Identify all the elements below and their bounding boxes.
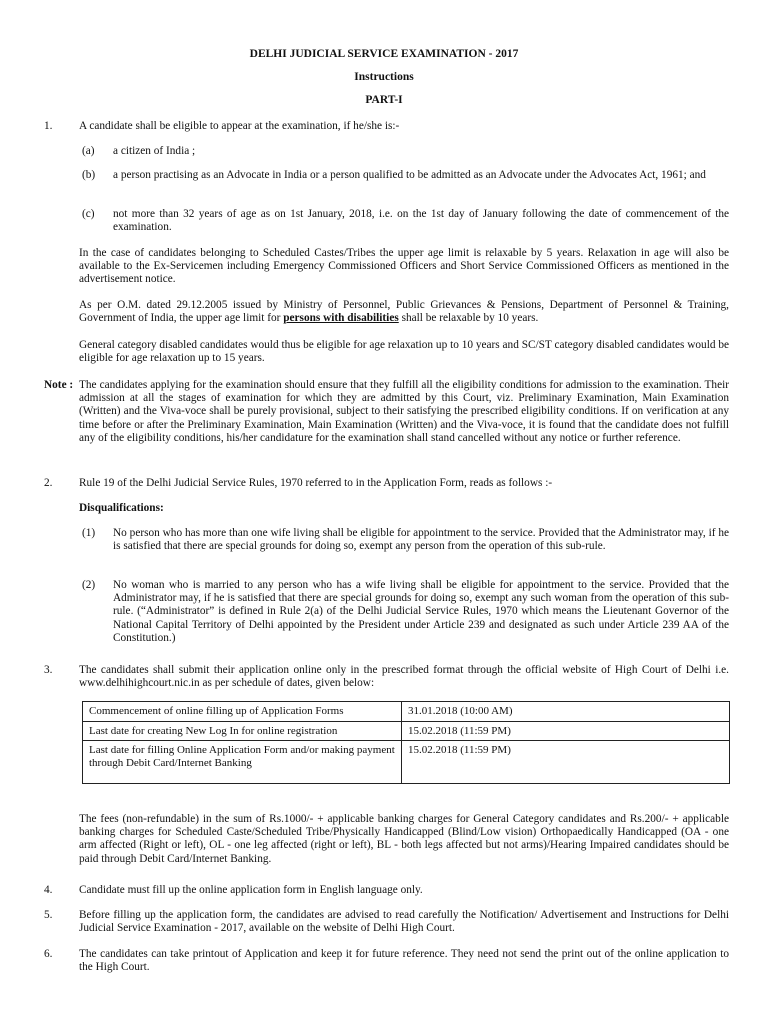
schedule-table [82, 701, 730, 784]
item-1b-text: a person practising as an Advocate in India or a person qualified to be admitted as an Advocate under the Advocates Act, 1961; and [113, 169, 706, 181]
disqualification-1-mark: (1) [82, 527, 96, 539]
schedule-date-cell: 15.02.2018 (11:59 PM) [402, 741, 730, 784]
sc-st-relaxation-paragraph: In the case of candidates belonging to Scheduled Castes/Tribes the upper age limit is relaxable by 5 years. Relaxation in age will also be available to the Ex-Servicemen including Emergency Commissioned Officers and Short Service Commissioned Officers as mentioned in the advertisement notice. [79, 247, 729, 286]
disqualification-2-text: No woman who is married to any person who has a wife living shall be eligible for appointment to the service. Provided that the Administrator may, if he is satisfied that there are special grounds for doing so, exempt any such woman from the operation of this sub-rule. (“Administrator” is defined in Rule 2(a) of the Delhi Judicial Service Rules, 1970 which means the Lieutenant Governor of the National Capital Territory of Delhi appointed by the President under Article 239 and designated as such under Article 239 AA of the Constitution.) [113, 579, 729, 644]
item-1b-mark: (b) [82, 169, 96, 181]
om-paragraph-before: As per O.M. dated 29.12.2005 issued by Ministry of Personnel, Public Grievances & Pensions, Department of Personnel & Training, Government of India, the upper age limit for [79, 299, 729, 325]
disabled-relaxation-paragraph: General category disabled candidates would thus be eligible for age relaxation up to 10 years and SC/ST category disabled candidates would be eligible for age relaxation up to 15 years. [79, 339, 729, 365]
disqualification-1-text: No person who has more than one wife living shall be eligible for appointment to the service. Provided that the Administrator may, if he is satisfied that there are special grounds for doing so, exempt any person from the operation of this sub-rule. [113, 527, 729, 553]
item-1c-text: not more than 32 years of age as on 1st January, 2018, i.e. on the 1st day of January following the date of commencement of the examination. [113, 208, 729, 234]
table-row [83, 702, 730, 722]
item-4-text: Candidate must fill up the online application form in English language only. [79, 884, 423, 896]
fees-paragraph: The fees (non-refundable) in the sum of Rs.1000/- + applicable banking charges for General Category candidates and Rs.200/- + applicable banking charges for Scheduled Caste/Scheduled Tribe/Physically Handicapped (Blind/Low vision) Orthopaedically Handicapped (OA - one arm affected (Right or left), OL - one leg affected (right or left), BL - both legs affected but not arms)/Hearing Impaired candidates should be paid through Debit Card/Internet Banking. [79, 813, 729, 865]
item-4-number: 4. [44, 884, 53, 896]
om-paragraph-after: shall be relaxable by 10 years. [398, 312, 539, 325]
item-2-number: 2. [44, 477, 53, 489]
item-1c-mark: (c) [82, 208, 95, 220]
schedule-event-cell: Last date for creating New Log In for online registration [83, 721, 402, 741]
item-2-text: Rule 19 of the Delhi Judicial Service Rules, 1970 referred to in the Application Form, reads as follows :- [79, 477, 553, 489]
persons-with-disabilities-emphasis: persons with disabilities [283, 312, 399, 325]
table-row [83, 741, 730, 784]
part-heading: PART-I [365, 94, 403, 106]
item-5-number: 5. [44, 909, 53, 921]
schedule-event-cell: Commencement of online filling up of Application Forms [83, 702, 402, 722]
schedule-event-cell: Last date for filling Online Application Form and/or making payment through Debit Card/Internet Banking [83, 741, 402, 784]
note-text: The candidates applying for the examination should ensure that they fulfill all the eligibility conditions for admission to the examination. Their admission at all the stages of examination for which they are admitted by this Court, viz. Preliminary Examination, Main Examination (Written) and the Viva-voce shall be purely provisional, subject to their satisfying the prescribed eligibility conditions. If on verification at any time before or after the Preliminary Examination, Main Examination (Written) and the Viva-voce, it is found that the candidate does not fulfill any of the eligibility conditions, his/her candidature for the examination shall stand cancelled without any notice or further reference. [79, 379, 729, 444]
disqualifications-heading: Disqualifications: [79, 502, 164, 514]
item-3-text: The candidates shall submit their application online only in the prescribed format through the official website of High Court of Delhi i.e. www.delhihighcourt.nic.in as per schedule of dates, given below: [79, 664, 729, 690]
item-1a-mark: (a) [82, 145, 95, 157]
document-title: DELHI JUDICIAL SERVICE EXAMINATION - 2017 [249, 48, 519, 60]
disqualification-2-mark: (2) [82, 579, 96, 591]
table-row [83, 721, 730, 741]
om-paragraph [79, 299, 729, 325]
item-1a-text: a citizen of India ; [113, 145, 196, 157]
item-6-number: 6. [44, 948, 53, 960]
note-label: Note : [44, 379, 74, 391]
item-6-text: The candidates can take printout of Application and keep it for future reference. They need not send the print out of the online application to the High Court. [79, 948, 729, 974]
item-1-number: 1. [44, 120, 53, 132]
document-subtitle: Instructions [354, 71, 414, 83]
schedule-date-cell: 31.01.2018 (10:00 AM) [402, 702, 730, 722]
item-1-lead: A candidate shall be eligible to appear at the examination, if he/she is:- [79, 120, 400, 132]
schedule-date-cell: 15.02.2018 (11:59 PM) [402, 721, 730, 741]
item-5-text: Before filling up the application form, the candidates are advised to read carefully the Notification/ Advertisement and Instructions for Delhi Judicial Service Examination - 2017, available on the website of Delhi High Court. [79, 909, 729, 935]
item-3-number: 3. [44, 664, 53, 676]
